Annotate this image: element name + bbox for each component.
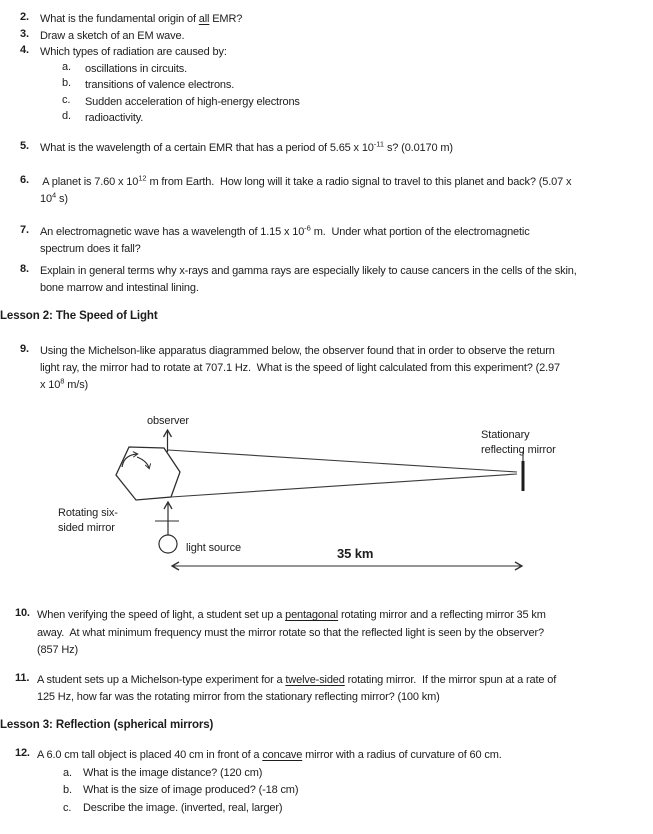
- text-line: Describe the image. (inverted, real, larger): [83, 801, 283, 814]
- question-4b: [62, 77, 642, 94]
- text-line: (857 Hz): [37, 644, 78, 656]
- question-12a: [63, 765, 502, 783]
- sub-letter: c.: [62, 93, 71, 106]
- question-4d: [62, 110, 642, 127]
- light-source-circle: [159, 535, 177, 553]
- question-4: [20, 44, 642, 61]
- exponent: -6: [304, 223, 311, 233]
- exponent: 8: [60, 376, 65, 386]
- hexagon-rotating-mirror: [116, 447, 180, 500]
- question-2-4-block: [20, 11, 642, 127]
- question-3: [20, 28, 642, 45]
- text-line: [37, 747, 502, 765]
- underlined-term: twelve-sided: [285, 674, 345, 686]
- question-12: [15, 747, 502, 817]
- text-segment: rotating mirror and a reflecting mirror 35 km: [338, 609, 546, 621]
- question-number: 12.: [15, 747, 30, 759]
- sub-letter: a.: [63, 766, 72, 779]
- question-number: 3.: [20, 27, 29, 40]
- exponent: 4: [51, 190, 57, 200]
- question-6: [20, 174, 571, 208]
- exponent: -11: [373, 139, 385, 149]
- underlined-term: pentagonal: [285, 609, 339, 621]
- question-8: [20, 263, 577, 297]
- underlined-term: all: [198, 13, 210, 25]
- text-segment: m. Under what portion of the electromagnetic: [310, 226, 530, 238]
- sub-letter: c.: [63, 801, 72, 814]
- question-number: 7.: [20, 224, 29, 236]
- question-number: 9.: [20, 343, 29, 355]
- text-segment: A planet is 7.60 x 10: [40, 176, 139, 188]
- question-number: 8.: [20, 263, 29, 275]
- question-number: 11.: [15, 672, 30, 684]
- text-segment: What is the wavelength of a certain EMR that has a period of 5.65 x 10: [40, 142, 374, 154]
- text-line: spectrum does it fall?: [40, 243, 141, 255]
- text-line: [40, 224, 530, 241]
- question-number: 10.: [15, 607, 30, 619]
- text-line: [40, 377, 560, 394]
- question-2: [20, 11, 642, 28]
- question-number: 2.: [20, 11, 29, 23]
- question-7: [20, 224, 530, 258]
- text-line: Which types of radiation are caused by:: [40, 46, 227, 58]
- question-4a: [62, 61, 642, 78]
- distance-label: 35 km: [337, 546, 374, 561]
- light-ray-top: [168, 450, 517, 472]
- text-line: Using the Michelson-like apparatus diagrammed below, the observer found that in order to observe the return: [40, 345, 555, 357]
- text-segment: EMR?: [209, 13, 243, 25]
- text-segment: rotating mirror. If the mirror spun at a rate of: [344, 674, 557, 686]
- rotating-mirror-label-line2: sided mirror: [58, 522, 115, 534]
- text-segment: x 10: [40, 379, 61, 391]
- text-segment: What is the fundamental origin of: [40, 13, 199, 25]
- text-line: away. At what minimum frequency must the mirror rotate so that the reflected light is seen by the observer?: [37, 626, 544, 639]
- text-line: [40, 11, 242, 28]
- text-line: What is the image distance? (120 cm): [83, 766, 263, 779]
- text-segment: s? (0.0170 m): [384, 142, 453, 154]
- observer-label: observer: [147, 415, 189, 427]
- text-line: light ray, the mirror had to rotate at 707.1 Hz. What is the speed of light calculated from this experiment? (2.97: [40, 362, 560, 374]
- light-source-label: light source: [186, 542, 242, 554]
- text-line: [40, 191, 571, 208]
- text-line: oscillations in circuits.: [85, 62, 188, 75]
- text-segment: m from Earth. How long will it take a radio signal to travel to this planet and back? (5.07 x: [146, 176, 572, 188]
- text-segment: A 6.0 cm tall object is placed 40 cm in front of a: [37, 749, 263, 761]
- stationary-mirror-label-line2: reflecting mirror: [481, 444, 556, 456]
- text-segment: s): [56, 193, 68, 205]
- text-line: Draw a sketch of an EM wave.: [40, 29, 185, 42]
- exponent: 12: [138, 173, 147, 183]
- text-line: bone marrow and intestinal lining.: [40, 282, 199, 294]
- question-12c: [63, 800, 502, 818]
- question-9: [20, 343, 560, 394]
- underlined-term: concave: [262, 749, 303, 761]
- sub-letter: b.: [62, 77, 71, 89]
- question-5: [20, 140, 453, 157]
- lesson-2-heading: Lesson 2: The Speed of Light: [0, 310, 158, 322]
- stationary-mirror-label-line1: Stationary: [481, 429, 530, 441]
- text-line: What is the size of image produced? (-18 cm): [83, 784, 299, 796]
- text-line: 125 Hz, how far was the rotating mirror from the stationary reflecting mirror? (100 km): [37, 691, 440, 703]
- sub-letter: b.: [63, 784, 72, 796]
- text-line: [40, 140, 453, 157]
- sub-letter: d.: [62, 110, 71, 122]
- text-segment: mirror with a radius of curvature of 60 cm.: [302, 749, 502, 761]
- text-segment: m/s): [64, 379, 89, 391]
- question-10: [15, 607, 546, 660]
- sub-letter: a.: [62, 60, 71, 73]
- lesson-3-heading: Lesson 3: Reflection (spherical mirrors): [0, 719, 214, 731]
- text-line: Explain in general terms why x-rays and gamma rays are especially likely to cause cancers in the cells of the skin,: [40, 265, 577, 277]
- text-segment: A student sets up a Michelson-type experiment for a: [37, 674, 286, 686]
- question-4c: [62, 94, 642, 111]
- question-12b: [63, 782, 502, 800]
- text-segment: When verifying the speed of light, a student set up a: [37, 609, 286, 621]
- text-line: [37, 672, 556, 689]
- michelson-apparatus-diagram: [0, 405, 653, 597]
- light-ray-bottom: [171, 474, 517, 497]
- rotating-mirror-label-line1: Rotating six-: [58, 507, 118, 519]
- text-line: Sudden acceleration of high-energy electrons: [85, 95, 300, 108]
- text-line: radioactivity.: [85, 112, 144, 124]
- text-line: [40, 174, 571, 191]
- question-number: 6.: [20, 174, 29, 186]
- question-number: 4.: [20, 44, 29, 56]
- question-number: 5.: [20, 140, 29, 152]
- question-11: [15, 672, 556, 706]
- text-line: transitions of valence electrons.: [85, 79, 235, 91]
- text-segment: An electromagnetic wave has a wavelength of 1.15 x 10: [40, 226, 305, 238]
- text-line: [37, 607, 546, 625]
- text-segment: 10: [40, 193, 52, 205]
